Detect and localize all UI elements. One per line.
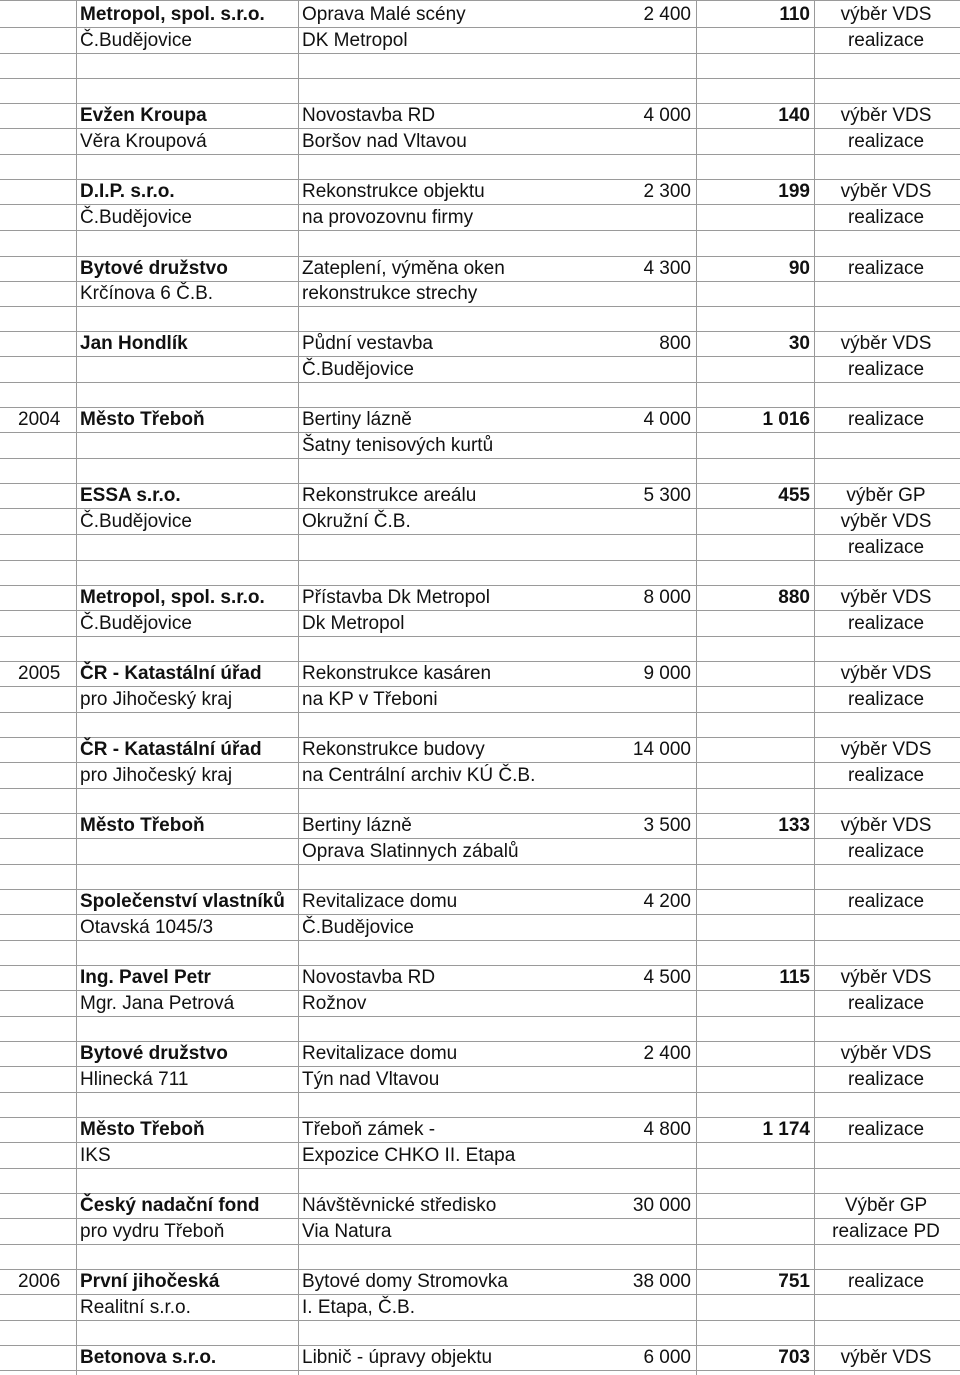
project-name-cell: Rožnov — [302, 993, 367, 1014]
year-cell — [18, 433, 68, 458]
investor-cell — [80, 839, 300, 864]
area-cell: 133 — [778, 815, 810, 836]
cost-cell: 5 300 — [643, 485, 691, 506]
project-name-cell: Dk Metropol — [302, 613, 405, 634]
year-cell — [18, 1295, 68, 1320]
cost-cell: 3 500 — [643, 815, 691, 836]
cost-cell: 4 000 — [643, 105, 691, 126]
cost-cell: 2 400 — [643, 1043, 691, 1064]
investor-cell — [80, 357, 300, 382]
project-name-cell: Novostavba RD — [302, 105, 436, 126]
cost-cell — [540, 129, 691, 154]
status-cell — [812, 915, 960, 940]
area-cell: 110 — [779, 4, 810, 25]
area-cell — [700, 357, 810, 382]
area-cell — [700, 281, 810, 306]
area-cell: 199 — [778, 181, 810, 202]
area-cell — [700, 1193, 810, 1218]
status-cell: výběr VDS — [840, 815, 932, 836]
area-cell — [700, 737, 810, 762]
year-cell — [18, 179, 68, 204]
investor-cell — [80, 535, 300, 560]
year-cell — [18, 839, 68, 864]
project-name-cell: na provozovnu firmy — [302, 207, 474, 228]
investor-cell: Evžen Kroupa — [80, 105, 207, 126]
area-cell: 140 — [778, 105, 810, 126]
project-name-cell: Návštěvnické středisko — [302, 1195, 497, 1216]
year-cell — [18, 535, 68, 560]
status-cell — [812, 433, 960, 458]
area-cell — [700, 915, 810, 940]
project-name-cell: na Centrální archiv KÚ Č.B. — [302, 765, 536, 786]
project-name-cell: na KP v Třeboni — [302, 689, 438, 710]
year-cell — [18, 28, 68, 53]
cost-cell: 4 200 — [643, 891, 691, 912]
investor-cell: Krčínova 6 Č.B. — [80, 283, 214, 304]
area-cell: 30 — [788, 333, 810, 354]
year-cell — [18, 965, 68, 990]
status-cell: výběr VDS — [840, 1347, 932, 1368]
investor-cell: Český nadační fond — [80, 1195, 260, 1216]
cost-cell — [540, 839, 691, 864]
project-name-cell: Novostavba RD — [302, 967, 436, 988]
status-cell: realizace — [847, 891, 925, 912]
row-divider — [0, 560, 960, 561]
status-cell: výběr VDS — [840, 333, 932, 354]
year-cell — [18, 1143, 68, 1168]
project-name-cell: Týn nad Vltavou — [302, 1069, 440, 1090]
investor-cell: Č.Budějovice — [80, 207, 192, 228]
investor-cell: Město Třeboň — [80, 1119, 205, 1140]
investor-cell: Bytové družstvo — [80, 1043, 228, 1064]
investor-cell: D.I.P. s.r.o. — [80, 181, 175, 202]
row-divider — [0, 1370, 960, 1371]
cost-cell: 6 000 — [643, 1347, 691, 1368]
project-name-cell: Bertiny lázně — [302, 815, 412, 836]
project-name-cell: Č.Budějovice — [302, 359, 414, 380]
status-cell: realizace — [847, 841, 925, 862]
project-name-cell: Oprava Malé scény — [302, 4, 466, 25]
status-cell — [812, 1143, 960, 1168]
area-cell: 1 016 — [762, 409, 810, 430]
row-divider — [0, 1320, 960, 1321]
status-cell: realizace — [847, 537, 925, 558]
year-cell — [18, 1041, 68, 1066]
cost-cell: 9 000 — [643, 663, 691, 684]
investor-cell: Město Třeboň — [80, 815, 205, 836]
area-cell — [700, 763, 810, 788]
status-cell: výběr VDS — [840, 967, 932, 988]
project-name-cell: Via Natura — [302, 1221, 392, 1242]
cost-cell: 4 500 — [643, 967, 691, 988]
cost-cell: 4 300 — [643, 258, 691, 279]
investor-cell: První jihočeská — [80, 1271, 220, 1292]
cost-cell: 2 400 — [643, 4, 691, 25]
project-name-cell: Č.Budějovice — [302, 917, 414, 938]
year-cell — [18, 331, 68, 356]
area-cell — [700, 509, 810, 534]
year-cell — [18, 483, 68, 508]
cost-cell — [540, 687, 691, 712]
row-divider — [0, 1092, 960, 1093]
area-cell: 880 — [778, 587, 810, 608]
investor-cell: Metropol, spol. s.r.o. — [80, 4, 265, 25]
row-divider — [0, 1168, 960, 1169]
year-cell — [18, 1219, 68, 1244]
area-cell — [700, 611, 810, 636]
cost-cell: 30 000 — [632, 1195, 691, 1216]
project-name-cell: I. Etapa, Č.B. — [302, 1297, 415, 1318]
status-cell: realizace PD — [832, 1221, 940, 1242]
project-name-cell: Rekonstrukce kasáren — [302, 663, 492, 684]
project-name-cell: Bytové domy Stromovka — [302, 1271, 508, 1292]
status-cell — [812, 1295, 960, 1320]
status-cell: realizace — [847, 1119, 925, 1140]
year-cell — [18, 1193, 68, 1218]
project-name-cell: Boršov nad Vltavou — [302, 131, 467, 152]
project-name-cell: Oprava Slatinnych zábalů — [302, 841, 519, 862]
investor-cell: ČR - Katastální úřad — [80, 663, 262, 684]
investor-cell: Betonova s.r.o. — [80, 1347, 217, 1368]
row-divider — [0, 940, 960, 941]
status-cell: výběr VDS — [840, 181, 932, 202]
row-divider — [0, 1016, 960, 1017]
status-cell: realizace — [847, 359, 925, 380]
project-name-cell: DK Metropol — [302, 30, 408, 51]
year-cell — [18, 763, 68, 788]
investor-cell: Věra Kroupová — [80, 131, 207, 152]
area-cell: 90 — [788, 258, 810, 279]
status-cell: výběr GP — [846, 485, 926, 506]
cost-cell — [540, 28, 691, 53]
row-divider — [0, 458, 960, 459]
cost-cell — [540, 991, 691, 1016]
investor-cell: Společenství vlastníků — [80, 891, 285, 912]
project-name-cell: Rekonstrukce areálu — [302, 485, 477, 506]
year-cell — [18, 1117, 68, 1142]
row-divider — [0, 864, 960, 865]
status-cell: realizace — [847, 30, 925, 51]
year-cell — [18, 1345, 68, 1370]
investor-cell: ESSA s.r.o. — [80, 485, 181, 506]
investor-cell: IKS — [80, 1145, 111, 1166]
cost-cell: 8 000 — [643, 587, 691, 608]
cost-cell — [540, 1067, 691, 1092]
row-divider — [0, 0, 960, 1]
row-divider — [0, 306, 960, 307]
investor-cell: Bytové družstvo — [80, 258, 228, 279]
cost-cell: 4 800 — [643, 1119, 691, 1140]
project-name-cell: Libnič - úpravy objektu — [302, 1347, 493, 1368]
year-cell: 2006 — [18, 1271, 61, 1292]
cost-cell — [540, 205, 691, 230]
year-cell — [18, 585, 68, 610]
year-cell — [18, 103, 68, 128]
investor-cell: Mgr. Jana Petrová — [80, 993, 235, 1014]
project-name-cell: Přístavba Dk Metropol — [302, 587, 490, 608]
status-cell: realizace — [847, 1069, 925, 1090]
project-name-cell: Expozice CHKO II. Etapa — [302, 1145, 516, 1166]
investor-cell: Jan Hondlík — [80, 333, 188, 354]
project-name-cell: Šatny tenisových kurtů — [302, 435, 494, 456]
area-cell — [700, 28, 810, 53]
status-cell: Výběr GP — [844, 1195, 928, 1216]
year-cell — [18, 281, 68, 306]
area-cell — [700, 1067, 810, 1092]
year-cell — [18, 205, 68, 230]
project-name-cell: Revitalizace domu — [302, 1043, 458, 1064]
project-name-cell: Rekonstrukce budovy — [302, 739, 485, 760]
area-cell — [700, 991, 810, 1016]
area-cell — [700, 129, 810, 154]
cost-cell — [540, 535, 691, 560]
status-cell: výběr VDS — [840, 105, 932, 126]
status-cell: realizace — [847, 131, 925, 152]
area-cell: 751 — [778, 1271, 810, 1292]
area-cell — [700, 889, 810, 914]
area-cell — [700, 433, 810, 458]
cost-cell — [540, 1219, 691, 1244]
cost-cell — [540, 915, 691, 940]
row-divider — [0, 636, 960, 637]
area-cell — [700, 205, 810, 230]
status-cell: realizace — [847, 689, 925, 710]
cost-cell — [540, 281, 691, 306]
status-cell: realizace — [847, 613, 925, 634]
cost-cell — [540, 1143, 691, 1168]
row-divider — [0, 53, 960, 54]
row-divider — [0, 788, 960, 789]
status-cell: realizace — [847, 1271, 925, 1292]
status-cell: realizace — [847, 993, 925, 1014]
area-cell: 115 — [779, 967, 810, 988]
project-name-cell: Revitalizace domu — [302, 891, 458, 912]
year-cell — [18, 991, 68, 1016]
investor-cell: Ing. Pavel Petr — [80, 967, 211, 988]
project-name-cell: Okružní Č.B. — [302, 511, 411, 532]
investor-cell: Realitní s.r.o. — [80, 1297, 191, 1318]
project-name-cell: rekonstrukce strechy — [302, 283, 478, 304]
status-cell: výběr VDS — [840, 663, 932, 684]
cost-cell — [540, 611, 691, 636]
row-divider — [0, 1244, 960, 1245]
status-cell: výběr VDS — [840, 1043, 932, 1064]
cost-cell: 2 300 — [643, 181, 691, 202]
investor-cell — [80, 433, 300, 458]
area-cell — [700, 661, 810, 686]
year-cell — [18, 357, 68, 382]
cost-cell: 38 000 — [632, 1271, 691, 1292]
year-cell — [18, 889, 68, 914]
year-cell — [18, 256, 68, 281]
investor-cell: Otavská 1045/3 — [80, 917, 214, 938]
area-cell — [700, 1143, 810, 1168]
row-divider — [0, 712, 960, 713]
project-name-cell: Půdní vestavba — [302, 333, 433, 354]
status-cell: výběr VDS — [840, 739, 932, 760]
investor-cell: Č.Budějovice — [80, 30, 192, 51]
year-cell — [18, 687, 68, 712]
status-cell: realizace — [847, 765, 925, 786]
year-cell — [18, 2, 68, 27]
area-cell: 1 174 — [762, 1119, 810, 1140]
investor-cell: Město Třeboň — [80, 409, 205, 430]
year-cell — [18, 813, 68, 838]
status-cell: výběr VDS — [840, 587, 932, 608]
row-divider — [0, 382, 960, 383]
year-cell — [18, 129, 68, 154]
cost-cell: 14 000 — [632, 739, 691, 760]
investor-cell: pro vydru Třeboň — [80, 1221, 225, 1242]
area-cell: 455 — [778, 485, 810, 506]
investor-cell: Č.Budějovice — [80, 511, 192, 532]
year-cell — [18, 509, 68, 534]
cost-cell — [540, 357, 691, 382]
year-cell — [18, 915, 68, 940]
area-cell — [700, 1295, 810, 1320]
cost-cell — [540, 763, 691, 788]
project-name-cell: Třeboň zámek - — [302, 1119, 436, 1140]
status-cell: výběr VDS — [840, 4, 932, 25]
area-cell: 703 — [778, 1347, 810, 1368]
year-cell: 2004 — [18, 409, 61, 430]
area-cell — [700, 535, 810, 560]
investor-cell: pro Jihočeský kraj — [80, 689, 233, 710]
area-cell — [700, 687, 810, 712]
project-name-cell: Bertiny lázně — [302, 409, 412, 430]
investor-cell: pro Jihočeský kraj — [80, 765, 233, 786]
year-cell — [18, 611, 68, 636]
area-cell — [700, 839, 810, 864]
row-divider — [0, 230, 960, 231]
investor-cell: ČR - Katastální úřad — [80, 739, 262, 760]
cost-cell — [540, 433, 691, 458]
cost-cell: 4 000 — [643, 409, 691, 430]
project-name-cell: Rekonstrukce objektu — [302, 181, 485, 202]
status-cell: realizace — [847, 207, 925, 228]
status-cell: realizace — [847, 258, 925, 279]
investor-cell: Č.Budějovice — [80, 613, 192, 634]
investor-cell: Metropol, spol. s.r.o. — [80, 587, 265, 608]
project-name-cell: Zateplení, výměna oken — [302, 258, 505, 279]
cost-cell — [540, 1295, 691, 1320]
status-cell: výběr VDS — [840, 511, 932, 532]
year-cell: 2005 — [18, 663, 61, 684]
status-cell — [812, 281, 960, 306]
year-cell — [18, 1067, 68, 1092]
area-cell — [700, 1219, 810, 1244]
row-divider — [0, 154, 960, 155]
investor-cell: Hlinecká 711 — [80, 1069, 189, 1090]
area-cell — [700, 1041, 810, 1066]
status-cell: realizace — [847, 409, 925, 430]
cost-cell — [540, 509, 691, 534]
cost-cell: 800 — [659, 333, 691, 354]
year-cell — [18, 737, 68, 762]
row-divider — [0, 78, 960, 79]
